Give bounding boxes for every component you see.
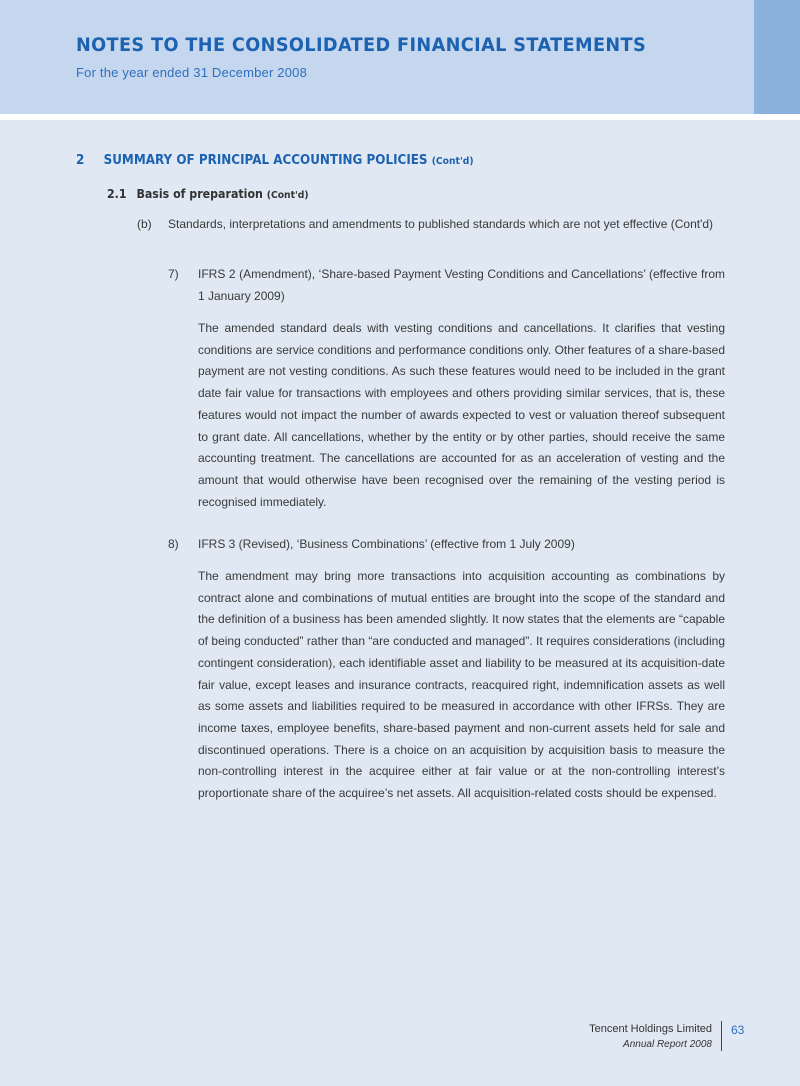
footer-divider (721, 1021, 722, 1051)
page-number: 63 (731, 1023, 745, 1037)
header-tab (754, 0, 800, 114)
subsection-title: Basis of preparation (136, 187, 263, 201)
item-8-label: 8) (168, 537, 179, 551)
page-title: NOTES TO THE CONSOLIDATED FINANCIAL STATEMENTS (76, 34, 647, 56)
item-7-body: The amended standard deals with vesting conditions and cancellations. It clarifies that vesting conditions are service conditions and performance conditions only. Other features of a share-based payment are not vesting conditions. As such these features would need to be included in the grant date fair value for transactions with employees and others providing similar services, that is, these features would not impact the number of awards expected to vest or valuation thereof subsequent to grant date. All cancellations, whether by the entity or by other parties, should receive the same accounting treatment. The cancellations are accounted for as an acceleration of vesting and the amount that would otherwise have been recognised over the remaining of the vesting period is recognised immediately. (198, 321, 725, 509)
item-7-heading: IFRS 2 (Amendment), ‘Share-based Payment Vesting Conditions and Cancellations’ (effective from 1 January 2009) (198, 267, 725, 303)
subsection-heading (107, 187, 309, 201)
section-title: SUMMARY OF PRINCIPAL ACCOUNTING POLICIES (103, 153, 428, 168)
footer-report: Annual Report 2008 (623, 1039, 712, 1050)
section-number: 2 (76, 153, 85, 168)
item-b-label: (b) (137, 217, 152, 231)
item-8-heading: IFRS 3 (Revised), ‘Business Combinations’ (effective from 1 July 2009) (198, 537, 575, 551)
item-7-label: 7) (168, 267, 179, 281)
item-b-text: Standards, interpretations and amendments to published standards which are not yet effective (Cont'd) (168, 217, 714, 231)
section-cont: (Cont'd) (431, 156, 474, 167)
subsection-number: 2.1 (107, 187, 127, 201)
header-band (0, 0, 754, 114)
page-subtitle: For the year ended 31 December 2008 (76, 65, 308, 80)
section-heading (76, 153, 474, 168)
item-8-body: The amendment may bring more transactions into acquisition accounting as combinations by contract alone and combinations of mutual entities are brought into the scope of the standard and the definition of a business has been amended slightly. It now states that the elements are “capable of being conducted” rather than “are conducted and managed”. It requires considerations (including contingent consideration), each identifiable asset and liability to be measured at its acquisition-date fair value, except leases and insurance contracts, reacquired right, indemnification assets as well as some assets and liabilities required to be measured in accordance with other IFRSs. They are income taxes, employee benefits, share-based payment and non-current assets held for sale and discontinued operations. There is a choice on an acquisition by acquisition basis to measure the non-controlling interest in the acquiree either at fair value or at the non-controlling interest’s proportionate share of the acquiree’s net assets. All acquisition-related costs should be expensed. (198, 569, 725, 801)
footer-company: Tencent Holdings Limited (589, 1023, 712, 1035)
subsection-cont: (Cont'd) (266, 190, 309, 201)
header-divider (0, 114, 800, 120)
